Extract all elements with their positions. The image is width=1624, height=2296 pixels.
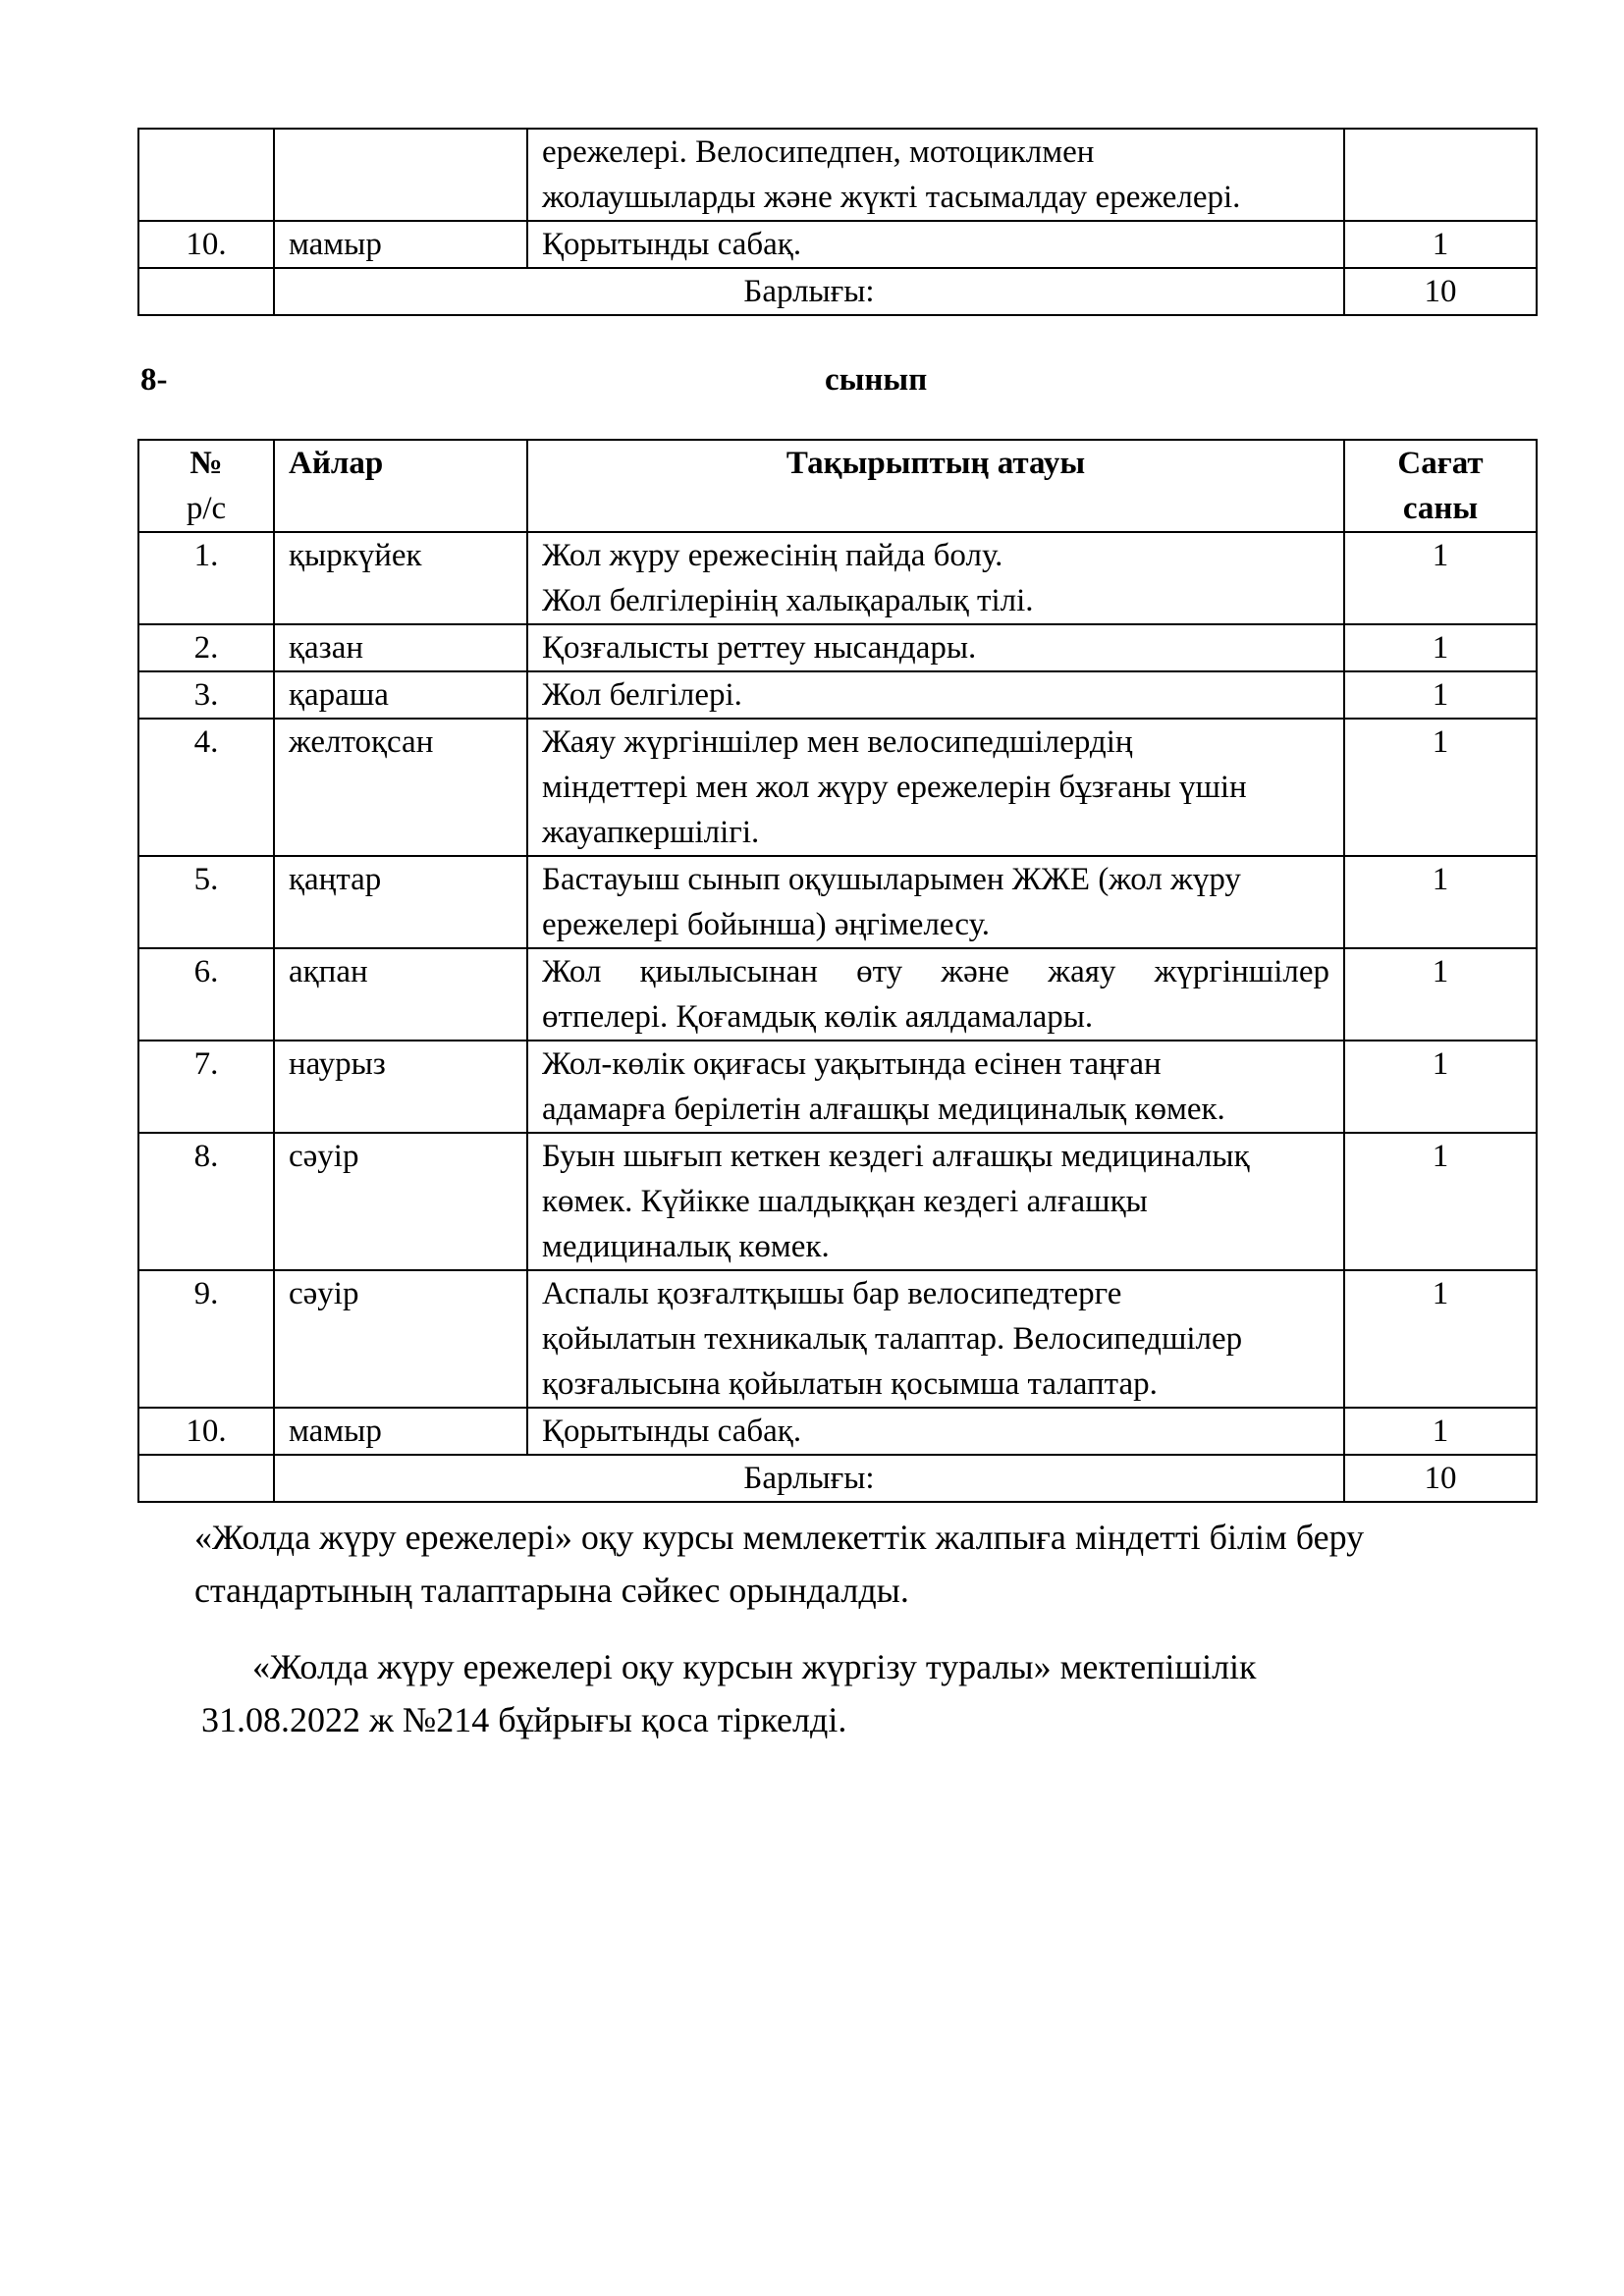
row-hours: 1 (1344, 948, 1537, 1041)
row-month: қаңтар (274, 856, 527, 948)
grade-number: 8- (140, 362, 168, 398)
table-row (138, 1041, 1537, 1133)
row-topic (527, 719, 1344, 856)
row-topic (527, 1041, 1344, 1133)
row-topic (527, 624, 1344, 671)
topic-line: Қорытынды сабақ. (542, 1414, 802, 1449)
table-row (138, 671, 1537, 719)
table-row (138, 1133, 1537, 1270)
grade8-table-body (138, 532, 1537, 1455)
topic-line: жолаушыларды және жүкті тасымалдау ережелері. (542, 180, 1241, 215)
row-topic (527, 532, 1344, 624)
topic-line: Жол белгілерінің халықаралық тілі. (542, 583, 1034, 618)
continuation-table-body (138, 129, 1537, 315)
total-empty-cell (138, 268, 274, 315)
row-number: 7. (138, 1041, 274, 1133)
row-topic (527, 948, 1344, 1041)
header-number-symbol: № (189, 446, 223, 481)
row-number: 8. (138, 1133, 274, 1270)
grade-word: сынып (825, 362, 928, 398)
row-number: 4. (138, 719, 274, 856)
total-label: Барлығы: (274, 268, 1344, 315)
note-line: «Жолда жүру ережелері оқу курсын жүргізу туралы» мектепішілік (252, 1647, 1257, 1686)
topic-line: өтпелері. Қоғамдық көлік аялдамалары. (542, 999, 1094, 1035)
row-month: ақпан (274, 948, 527, 1041)
table-row (138, 1408, 1537, 1455)
table-row (138, 532, 1537, 624)
table-row (138, 129, 1537, 221)
row-hours: 1 (1344, 1041, 1537, 1133)
row-number: 10. (138, 221, 274, 268)
continuation-table (137, 128, 1538, 316)
row-hours: 1 (1344, 624, 1537, 671)
topic-line: Жаяу жүргіншілер мен велосипедшілердің (542, 724, 1133, 760)
table-row (138, 221, 1537, 268)
header-hours (1344, 440, 1537, 532)
table-footer (138, 1455, 1537, 1502)
row-hours: 1 (1344, 1270, 1537, 1408)
topic-line: жауапкершілігі. (542, 815, 760, 850)
total-empty-cell (138, 1455, 274, 1502)
topic-line: қойылатын техникалық талаптар. Велосипедшілер (542, 1321, 1243, 1357)
table-row (138, 719, 1537, 856)
note-line: стандартының талаптарына сәйкес орындалды. (194, 1571, 909, 1610)
row-topic (527, 221, 1344, 268)
topic-line: ережелері. Велосипедпен, мотоциклмен (542, 134, 1095, 170)
topic-line: қозғалысына қойылатын қосымша талаптар. (542, 1366, 1158, 1402)
row-topic (527, 1270, 1344, 1408)
row-month: мамыр (274, 221, 527, 268)
table-row (138, 1270, 1537, 1408)
school-order-note (201, 1640, 1478, 1746)
total-value: 10 (1344, 1455, 1537, 1502)
course-compliance-note (194, 1511, 1471, 1617)
total-row (138, 268, 1537, 315)
row-month: қазан (274, 624, 527, 671)
topic-line: Жол-көлік оқиғасы уақытында есінен таңған (542, 1046, 1162, 1082)
row-month: мамыр (274, 1408, 527, 1455)
row-hours: 1 (1344, 671, 1537, 719)
topic-line: ережелері бойынша) әңгімелесу. (542, 907, 991, 942)
row-topic (527, 856, 1344, 948)
table-header (138, 440, 1537, 532)
topic-line: Жол қиылысынан өту және жаяу жүргіншілер (542, 954, 1329, 989)
total-label: Барлығы: (274, 1455, 1344, 1502)
row-hours: 1 (1344, 221, 1537, 268)
row-topic (527, 671, 1344, 719)
header-number-abbrev: р/с (186, 491, 227, 526)
header-months: Айлар (274, 440, 527, 532)
row-topic (527, 129, 1344, 221)
header-hours-line2: саны (1402, 491, 1479, 526)
row-number (138, 129, 274, 221)
row-hours (1344, 129, 1537, 221)
topic-line: адамарға берілетін алғашқы медициналық көмек. (542, 1092, 1225, 1127)
topic-line: медициналық көмек. (542, 1229, 830, 1264)
topic-line: көмек. Күйікке шалдыққан кездегі алғашқы (542, 1184, 1148, 1219)
row-number: 3. (138, 671, 274, 719)
row-month (274, 129, 527, 221)
row-month: сәуір (274, 1270, 527, 1408)
header-row (138, 440, 1537, 532)
topic-line: Жол белгілері. (542, 677, 742, 713)
row-number: 9. (138, 1270, 274, 1408)
total-row (138, 1455, 1537, 1502)
row-hours: 1 (1344, 1408, 1537, 1455)
topic-line: міндеттері мен жол жүру ережелерін бұзғаны үшін (542, 770, 1247, 805)
topic-line: Аспалы қозғалтқышы бар велосипедтерге (542, 1276, 1122, 1311)
topic-line: Бастауыш сынып оқушыларымен ЖЖЕ (жол жүру (542, 862, 1241, 897)
row-month: наурыз (274, 1041, 527, 1133)
grade8-plan-table (137, 439, 1538, 1503)
row-number: 1. (138, 532, 274, 624)
row-number: 2. (138, 624, 274, 671)
row-hours: 1 (1344, 856, 1537, 948)
row-month: қыркүйек (274, 532, 527, 624)
row-month: желтоқсан (274, 719, 527, 856)
total-value: 10 (1344, 268, 1537, 315)
row-month: сәуір (274, 1133, 527, 1270)
header-number (138, 440, 274, 532)
topic-line: Қорытынды сабақ. (542, 227, 802, 262)
row-month: қараша (274, 671, 527, 719)
row-hours: 1 (1344, 1133, 1537, 1270)
topic-line: Буын шығып кеткен кездегі алғашқы медициналық (542, 1139, 1250, 1174)
header-hours-line1: Сағат (1397, 446, 1484, 481)
note-line: 31.08.2022 ж №214 бұйрығы қоса тіркелді. (201, 1700, 847, 1739)
note-line: «Жолда жүру ережелері» оқу курсы мемлекеттік жалпыға міндетті білім беру (194, 1518, 1365, 1557)
topic-line: Жол жүру ережесінің пайда болу. (542, 538, 1003, 573)
table-row (138, 948, 1537, 1041)
row-number: 5. (138, 856, 274, 948)
row-hours: 1 (1344, 719, 1537, 856)
table-row (138, 624, 1537, 671)
table-row (138, 856, 1537, 948)
topic-line: Қозғалысты реттеу нысандары. (542, 630, 977, 666)
row-number: 10. (138, 1408, 274, 1455)
row-topic (527, 1408, 1344, 1455)
row-topic (527, 1133, 1344, 1270)
row-number: 6. (138, 948, 274, 1041)
row-hours: 1 (1344, 532, 1537, 624)
header-topic: Тақырыптың атауы (527, 440, 1344, 532)
